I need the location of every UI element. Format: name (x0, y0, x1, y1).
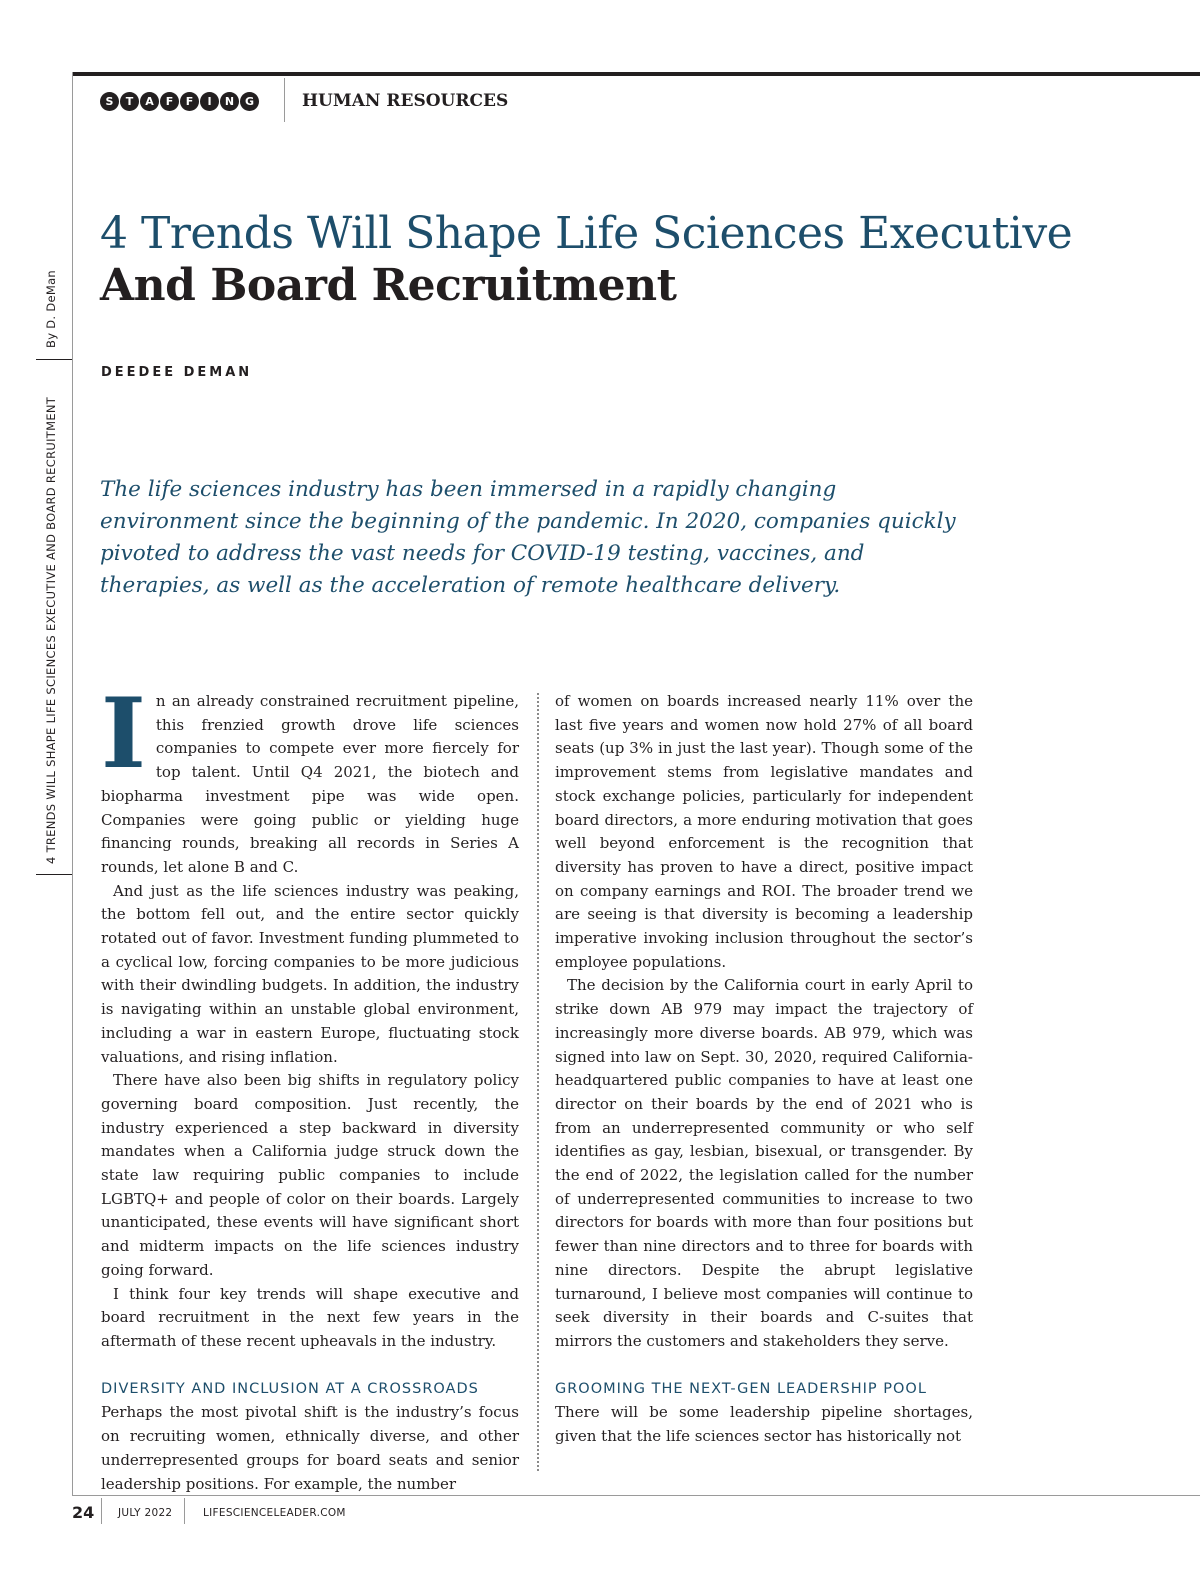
website-link[interactable]: LIFESCIENCELEADER.COM (203, 1507, 346, 1519)
article-paragraph: There have also been big shifts in regulatory policy governing board composition. Just recently, the industry experienced a step backward in diversity mandates when a California judge struck down the state law requiring public companies to include LGBTQ+ and people of color on their boards. Largely unanticipated, these events will have significant short and midterm impacts on the life sciences industry going forward. (101, 1071, 519, 1279)
drop-cap: I (101, 677, 146, 790)
subheading-grooming: GROOMING THE NEXT-GEN LEADERSHIP POOL (555, 1380, 927, 1397)
author-byline: DEEDEE DEMAN (101, 365, 253, 380)
section-letter: A (140, 92, 159, 111)
page-number: 24 (72, 1503, 95, 1522)
left-margin-rule (72, 72, 73, 1496)
section-letter: F (180, 92, 199, 111)
article-column-right (555, 690, 973, 1449)
article-title-line-1: 4 Trends Will Shape Life Sciences Executive (100, 208, 1073, 259)
section-letter: F (160, 92, 179, 111)
subheading-diversity: DIVERSITY AND INCLUSION AT A CROSSROADS (101, 1380, 479, 1397)
section-name: HUMAN RESOURCES (302, 91, 509, 111)
article-paragraph: of women on boards increased nearly 11% over the last five years and women now hold 27% of all board seats (up 3% in just the last year). Though some of the improvement stems from legislative mandates and stock exchange policies, particularly for independent board directors, a more enduring motivation that goes well beyond enforcement is the recognition that diversity has proven to have a direct, positive impact on company earnings and ROI. The broader trend we are seeing is that diversity is becoming a leadership imperative invoking inclusion throughout the sector’s employee populations. (555, 692, 973, 971)
section-letter: S (100, 92, 119, 111)
section-tag-staffing (100, 92, 259, 111)
article-paragraph: The decision by the California court in early April to strike down AB 979 may impact the trajectory of increasingly more diverse boards. AB 979, which was signed into law on Sept. 30, 2020, required California-headquartered public companies to have at least one director on their boards by the end of 2021 who is from an underrepresented community or who self identifies as gay, lesbian, bisexual, or transgender. By the end of 2022, the legislation called for the number of underrepresented communities to increase to two directors for boards with more than four positions but fewer than nine directors and to three for boards with nine directors. Despite the abrupt legislative turnaround, I believe most companies will continue to seek diversity in their boards and C-suites that mirrors the customers and stakeholders they serve. (555, 976, 973, 1350)
section-letter: G (240, 92, 259, 111)
section-letter: I (200, 92, 219, 111)
footer-divider (101, 1498, 102, 1524)
section-letter: N (220, 92, 239, 111)
sidebar-byline: By D. DeMan (44, 269, 58, 348)
top-rule (72, 72, 1200, 76)
issue-date: JULY 2022 (118, 1507, 173, 1519)
footer-divider (184, 1498, 185, 1524)
sidebar-running-title: 4 TRENDS WILL SHAPE LIFE SCIENCES EXECUTIVE AND BOARD RECRUITMENT (44, 396, 58, 864)
paragraph-text: n an already constrained recruitment pipeline, this frenzied growth drove life sciences companies to compete ever more fiercely for top talent. Until Q4 2021, the biotech and biopharma investment pipe was wide open. Companies were going public or yielding huge financing rounds, breaking all records in Series A rounds, let alone B and C. (101, 692, 519, 876)
article-title-line-2: And Board Recruitment (100, 260, 677, 311)
article-column-left (101, 677, 519, 1496)
article-paragraph: Perhaps the most pivotal shift is the industry’s focus on recruiting women, ethnically diverse, and other underrepresented groups for board seats and senior leadership positions. For example, the number (101, 1403, 519, 1493)
header-divider (284, 78, 285, 122)
sidebar-rule (36, 359, 72, 360)
article-deck: The life sciences industry has been immersed in a rapidly changing environment since the beginning of the pandemic. In 2020, companies quickly pivoted to address the vast needs for COVID-19 testing, vaccines, and therapies, as well as the acceleration of remote healthcare delivery. (100, 477, 956, 598)
column-divider (537, 693, 539, 1471)
article-paragraph: I think four key trends will shape executive and board recruitment in the next few years in the aftermath of these recent upheavals in the industry. (101, 1284, 519, 1350)
section-letter: T (120, 92, 139, 111)
article-paragraph: And just as the life sciences industry was peaking, the bottom fell out, and the entire sector quickly rotated out of favor. Investment funding plummeted to a cyclical low, forcing companies to be more judicious with their dwindling budgets. In addition, the industry is navigating within an unstable global environment, including a war in eastern Europe, fluctuating stock valuations, and rising inflation. (101, 881, 519, 1066)
article-paragraph: There will be some leadership pipeline shortages, given that the life sciences sector has historically not (555, 1403, 973, 1446)
sidebar-rule (36, 874, 72, 875)
article-paragraph (101, 677, 519, 880)
